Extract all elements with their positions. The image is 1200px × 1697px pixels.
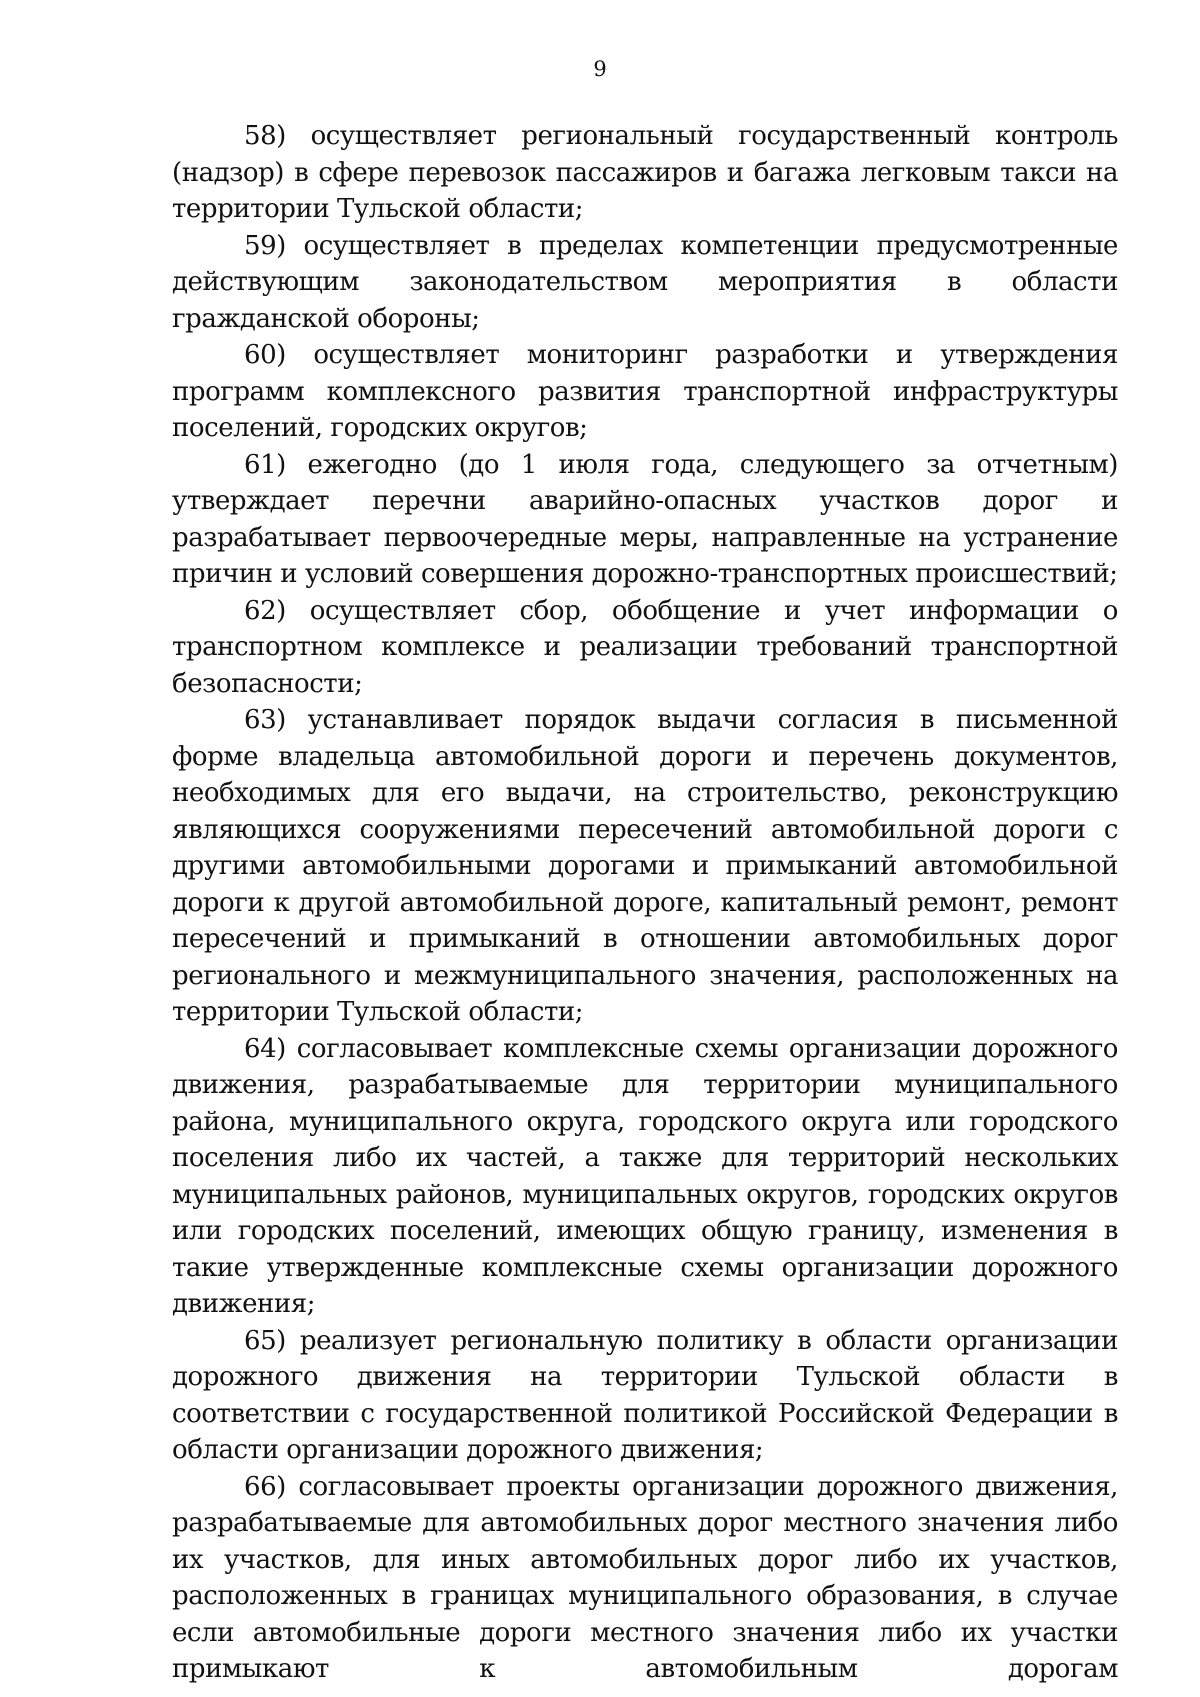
paragraph-63: 63) устанавливает порядок выдачи согласия в письменной форме владельца автомобильной дороги и перечень документов, необходимых для его выдачи, на строительство, реконструкцию являющихся сооружениями пересечений автомобильной дороги с другими автомобильными дорогами и примыканий автомобильной дороги к другой автомобильной дороге, капитальный ремонт, ремонт пересечений и примыканий в отношении автомобильных дорог регионального и межмуниципального значения, расположенных на территории Тульской области;	[172, 705, 1118, 1027]
document-body	[172, 118, 1118, 1688]
paragraph-61: 61) ежегодно (до 1 июля года, следующего за отчетным) утверждает перечни аварийно-опасных участков дорог и разрабатывает первоочередные меры, направленные на устранение причин и условий совершения дорожно-транспортных происшествий;	[172, 449, 1118, 589]
paragraph-58: 58) осуществляет региональный государственный контроль (надзор) в сфере перевозок пассажиров и багажа легковым такси на территории Тульской области;	[172, 121, 1118, 224]
paragraph-60: 60) осуществляет мониторинг разработки и утверждения программ комплексного развития транспортной инфраструктуры поселений, городских округов;	[172, 340, 1118, 443]
page-number: 9	[593, 57, 607, 81]
paragraph-64: 64) согласовывает комплексные схемы организации дорожного движения, разрабатываемые для территории муниципального района, муниципального округа, городского округа или городского поселения либо их частей, а также для территорий нескольких муниципальных районов, муниципальных округов, городских округов или городских поселений, имеющих общую границу, изменения в такие утвержденные комплексные схемы организации дорожного движения;	[172, 1033, 1118, 1319]
paragraph-59: 59) осуществляет в пределах компетенции предусмотренные действующим законодательством мероприятия в области гражданской обороны;	[172, 230, 1118, 334]
paragraph-62: 62) осуществляет сбор, обобщение и учет информации о транспортном комплексе и реализации требований транспортной безопасности;	[172, 595, 1118, 699]
paragraph-65: 65) реализует региональную политику в области организации дорожного движения на территории Тульской области в соответствии с государственной политикой Российской Федерации в области организации дорожного движения;	[172, 1325, 1118, 1465]
paragraph-66: 66) согласовывает проекты организации дорожного движения, разрабатываемые для автомобильных дорог местного значения либо их участков, для иных автомобильных дорог либо их участков, расположенных в границах муниципального образования, в случае если автомобильные дороги местного значения либо их участки примыкают к автомобильным дорогам	[172, 1471, 1118, 1684]
